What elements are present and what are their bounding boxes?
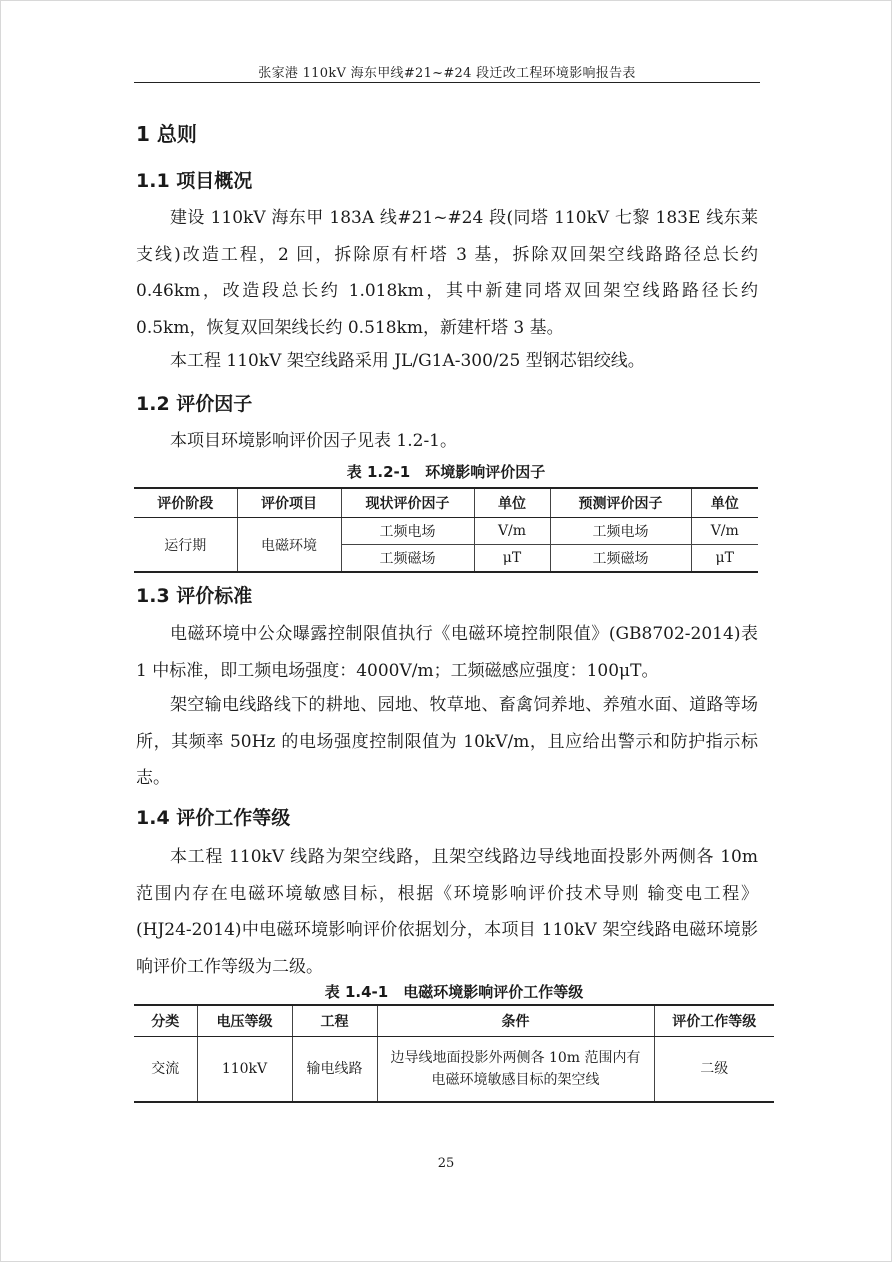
table-header-cell: 单位 — [691, 488, 758, 518]
table-header-cell: 评价项目 — [237, 488, 341, 518]
predicted-factor-cell: 工频磁场 — [550, 545, 691, 573]
table-header-cell: 分类 — [134, 1005, 197, 1037]
section-1-4-heading: 1.4 评价工作等级 — [136, 807, 291, 829]
table-1-4-1-caption: 表 1.4-1 电磁环境影响评价工作等级 — [324, 983, 584, 1001]
table-header-cell: 评价工作等级 — [654, 1005, 774, 1037]
factors-intro-paragraph: 本项目环境影响评价因子见表 1.2-1。 — [170, 431, 457, 451]
current-factor-cell: 工频电场 — [341, 518, 474, 545]
condition-line: 电磁环境敏感目标的架空线 — [431, 1072, 600, 1088]
table-header-cell: 条件 — [377, 1005, 654, 1037]
unit-cell: μT — [691, 545, 758, 573]
table-header-cell: 电压等级 — [197, 1005, 292, 1037]
project-cell: 输电线路 — [292, 1037, 377, 1103]
table-row — [134, 518, 758, 545]
voltage-cell: 110kV — [197, 1037, 292, 1103]
work-grade-table — [134, 1004, 774, 1103]
overhead-line-limit-paragraph: 架空输电线路线下的耕地、园地、牧草地、畜禽饲养地、养殖水面、道路等场所，其频率 50Hz 的电场强度控制限值为 10kV/m，且应给出警示和防护指示标志。 — [136, 695, 758, 788]
level-cell: 二级 — [654, 1037, 774, 1103]
unit-cell: μT — [474, 545, 550, 573]
section-1-3-heading: 1.3 评价标准 — [136, 585, 253, 607]
table-header-row — [134, 1005, 774, 1037]
item-cell: 电磁环境 — [237, 518, 341, 573]
evaluation-factors-table — [134, 487, 758, 573]
table-header-cell: 工程 — [292, 1005, 377, 1037]
table-header-row — [134, 488, 758, 518]
section-1-heading: 1 总则 — [136, 122, 197, 146]
project-overview-paragraph: 建设 110kV 海东甲 183A 线#21~#24 段(同塔 110kV 七黎 183E 线东莱支线)改造工程，2 回，拆除原有杆塔 3 基，拆除双回架空线路路径总长约 0.46km，改造段总长约 1.018km，其中新建同塔双回架空线路路径长约 0.5km，恢复双回架线长约 0.518km，新建杆塔 3 基。 — [136, 208, 758, 338]
table-header-cell: 现状评价因子 — [341, 488, 474, 518]
unit-cell: V/m — [474, 518, 550, 545]
stage-cell: 运行期 — [164, 537, 207, 554]
page-number: 25 — [437, 1156, 455, 1171]
conductor-type-paragraph: 本工程 110kV 架空线路采用 JL/G1A-300/25 型钢芯铝绞线。 — [170, 351, 645, 371]
category-cell: 交流 — [151, 1061, 180, 1077]
standard-limit-paragraph: 电磁环境中公众曝露控制限值执行《电磁环境控制限值》(GB8702-2014)表 1 中标准，即工频电场强度：4000V/m；工频磁感应强度：100μT。 — [136, 624, 758, 681]
table-header-cell: 预测评价因子 — [550, 488, 691, 518]
table-row — [134, 1037, 774, 1103]
condition-cell — [377, 1037, 654, 1103]
current-factor-cell: 工频磁场 — [341, 545, 474, 573]
table-header-cell: 单位 — [474, 488, 550, 518]
running-header: 张家港 110kV 海东甲线#21~#24 段迁改工程环境影响报告表 — [258, 66, 636, 81]
work-grade-paragraph: 本工程 110kV 线路为架空线路，且架空线路边导线地面投影外两侧各 10m 范围内存在电磁环境敏感目标，根据《环境影响评价技术导则 输变电工程》(HJ24-2014)中电磁环境影响评价依据划分，本项目 110kV 架空线路电磁环境影响评价工作等级为二级。 — [136, 847, 758, 977]
header-rule — [134, 82, 760, 83]
predicted-factor-cell: 工频电场 — [550, 518, 691, 545]
table-header-cell: 评价阶段 — [134, 488, 237, 518]
table-1-2-1-caption: 表 1.2-1 环境影响评价因子 — [346, 463, 546, 481]
section-1-2-heading: 1.2 评价因子 — [136, 393, 253, 415]
condition-line: 边导线地面投影外两侧各 10m 范围内有 — [390, 1050, 641, 1066]
unit-cell: V/m — [691, 518, 758, 545]
section-1-1-heading: 1.1 项目概况 — [136, 170, 253, 192]
